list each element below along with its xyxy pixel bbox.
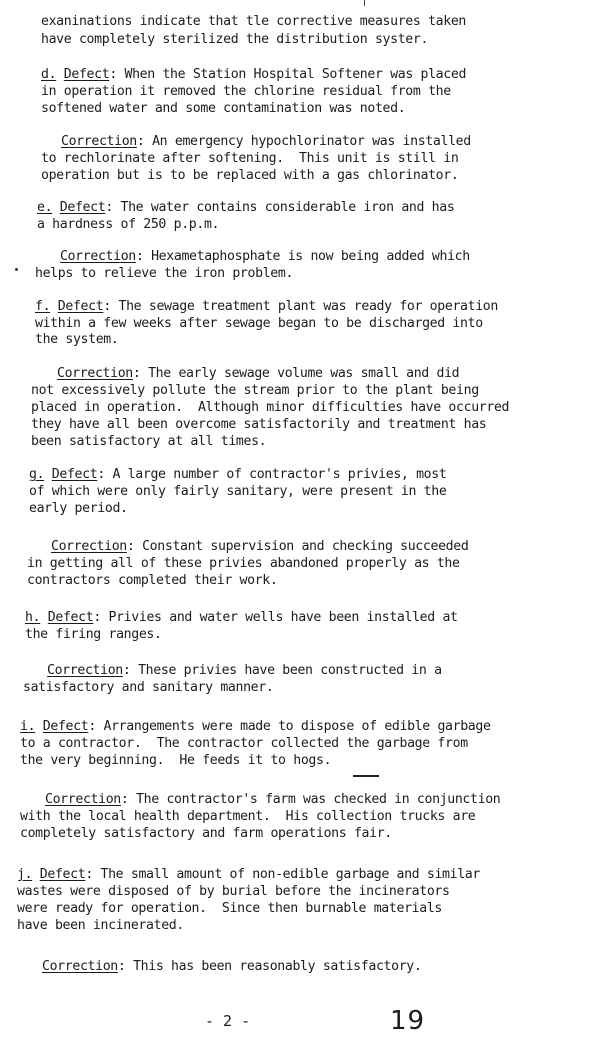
text-line: completely satisfactory and farm operations fair.: [20, 826, 392, 841]
text-line: in operation it removed the chlorine residual from the: [41, 84, 451, 99]
correction-e-line: Correction: Hexametaphosphate is now being added which: [60, 249, 470, 264]
text-line: to a contractor. The contractor collected the garbage from: [20, 736, 468, 751]
correction-g-line: Correction: Constant supervision and checking succeeded: [51, 539, 469, 554]
text-line: not excessively pollute the stream prior to the plant being: [31, 383, 479, 398]
text-line: exaninations indicate that tle corrective measures taken: [41, 14, 467, 29]
text-line: have been incinerated.: [17, 918, 184, 933]
sheet-number: 19: [390, 1006, 426, 1036]
text-line: a hardness of 250 p.p.m.: [37, 217, 220, 232]
text-line: early period.: [29, 501, 128, 516]
defect-g-line: g. Defect: A large number of contractor's privies, most: [29, 467, 447, 482]
text-line: were ready for operation. Since then burnable materials: [17, 901, 443, 916]
text-line: operation but is to be replaced with a gas chlorinator.: [41, 168, 459, 183]
defect-i-line: i. Defect: Arrangements were made to dispose of edible garbage: [20, 719, 491, 734]
text-line: placed in operation. Although minor difficulties have occurred: [31, 400, 510, 415]
text-line: the firing ranges.: [25, 627, 162, 642]
text-line: the very beginning. He feeds it to hogs.: [20, 753, 332, 768]
defect-f-line: f. Defect: The sewage treatment plant was ready for operation: [35, 299, 498, 314]
text-line: satisfactory and sanitary manner.: [23, 680, 274, 695]
defect-d-line: d. Defect: When the Station Hospital Softener was placed: [41, 67, 467, 82]
text-line: helps to relieve the iron problem.: [35, 266, 294, 281]
text-line: been satisfactory at all times.: [31, 434, 267, 449]
text-line: they have all been overcome satisfactorily and treatment has: [31, 417, 487, 432]
page-number: - 2 -: [205, 1012, 251, 1030]
correction-h-line: Correction: These privies have been constructed in a: [47, 663, 442, 678]
correction-i-line: Correction: The contractor's farm was checked in conjunction: [45, 792, 501, 807]
text-line: to rechlorinate after softening. This unit is still in: [41, 151, 459, 166]
text-line: in getting all of these privies abandoned properly as the: [27, 556, 460, 571]
text-line: of which were only fairly sanitary, were present in the: [29, 484, 447, 499]
text-line: with the local health department. His collection trucks are: [20, 809, 476, 824]
defect-e-line: e. Defect: The water contains considerable iron and has: [37, 200, 455, 215]
hand-mark: [353, 775, 379, 777]
text-line: contractors completed their work.: [27, 573, 278, 588]
defect-j-line: j. Defect: The small amount of non-edible garbage and similar: [17, 867, 480, 882]
margin-dot: [15, 268, 18, 271]
defect-h-line: h. Defect: Privies and water wells have been installed at: [25, 610, 458, 625]
text-line: wastes were disposed of by burial before the incinerators: [17, 884, 450, 899]
correction-j-line: Correction: This has been reasonably satisfactory.: [42, 959, 422, 974]
text-line: softened water and some contamination was noted.: [41, 101, 406, 116]
correction-f-line: Correction: The early sewage volume was small and did: [57, 366, 460, 381]
text-line: have completely sterilized the distribution syster.: [41, 32, 429, 47]
text-line: within a few weeks after sewage began to be discharged into: [35, 316, 483, 331]
text-line: the system.: [35, 332, 119, 347]
correction-d-line: Correction: An emergency hypochlorinator was installed: [61, 134, 471, 149]
margin-tick: [364, 0, 365, 6]
